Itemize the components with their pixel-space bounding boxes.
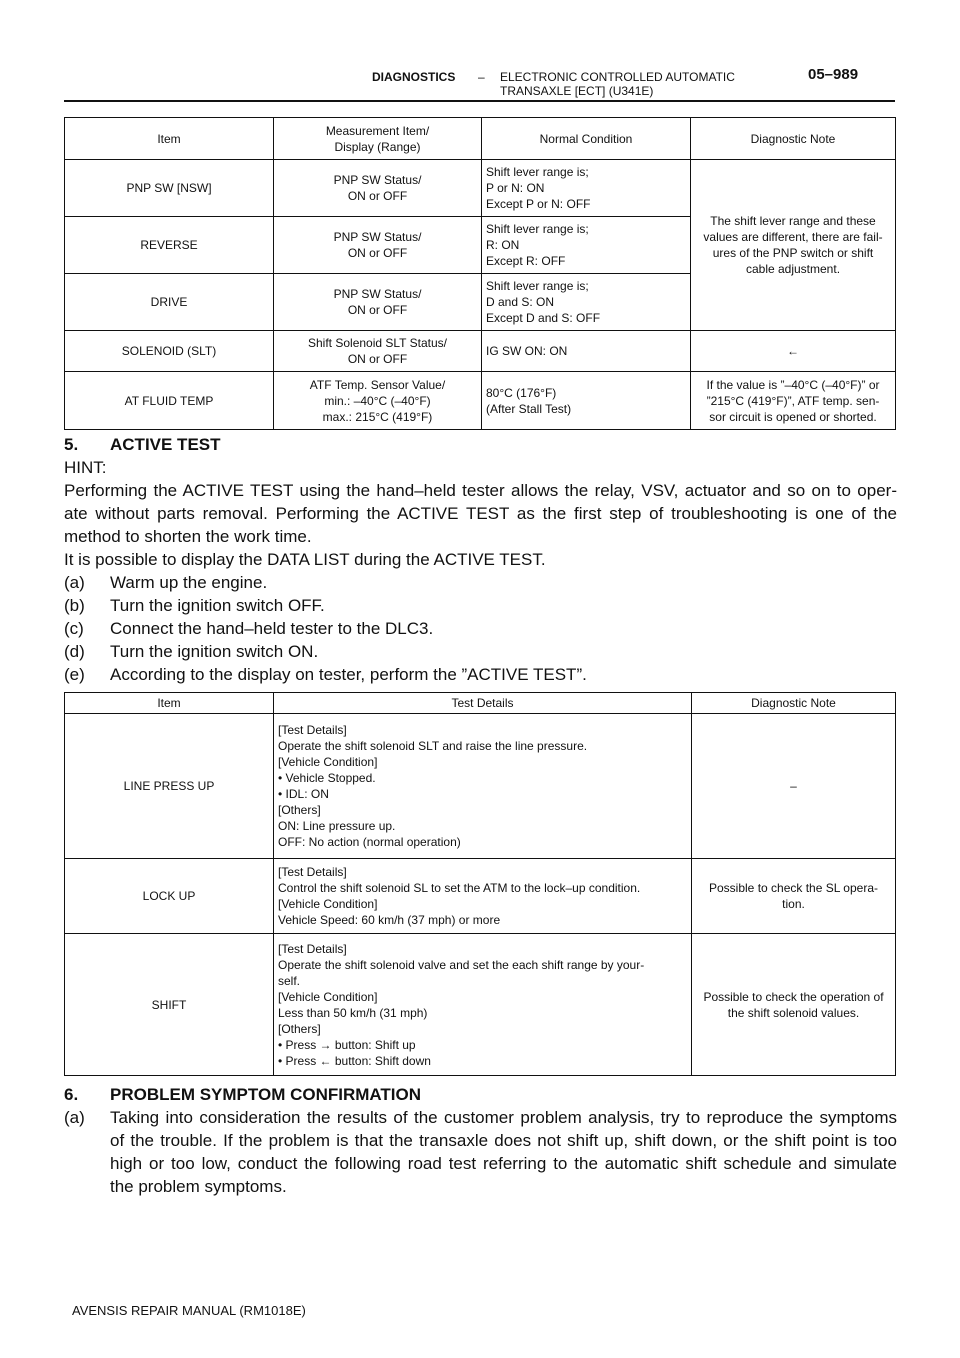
section5-line3: method to shorten the work time. [64, 527, 312, 546]
table-row: REVERSE PNP SW Status/ ON or OFF Shift lever range is; R: ON Except R: OFF [65, 217, 896, 274]
section6-line1: Taking into consideration the results of the customer problem analysis, try to reproduce the symptoms [110, 1108, 897, 1127]
merged-diagnostic-note: The shift lever range and these values are different, there are fail- ures of the PNP switch or shift cable adjustment. [691, 160, 896, 331]
section5-line4: It is possible to display the DATA LIST during the ACTIVE TEST. [64, 550, 546, 569]
section6-line3: high or too low, conduct the following road test referring to the automatic shift schedule and simulate [110, 1154, 897, 1173]
table-row: SHIFT [Test Details] Operate the shift solenoid valve and set the each shift range by your- self. [Vehicle Condition] Less than 50 km/h (31 mph) [Others] • Press → button: Shift up • Press ← button: Shift down Possible to check the operation of the shift solenoid values. [65, 934, 896, 1076]
table-header-row [65, 118, 896, 160]
header-measurement: Measurement Item/ Display (Range) [274, 118, 482, 160]
table-header-row [65, 693, 896, 714]
header-title-line2: TRANSAXLE [ECT] (U341E) [500, 84, 654, 98]
header-item: Item [65, 693, 274, 714]
table-row: AT FLUID TEMP ATF Temp. Sensor Value/ min.: –40°C (–40°F) max.: 215°C (419°F) 80°C (176°F) (After Stall Test) If the value is ”–40°C (–40°F)” or ”215°C (419°F)”, ATF temp. sen- sor circuit is opened or shorted. [65, 372, 896, 430]
section6-label: (a) [64, 1108, 85, 1127]
table-row: LINE PRESS UP [Test Details] Operate the shift solenoid SLT and raise the line pressure. [Vehicle Condition] • Vehicle Stopped. • IDL: ON [Others] ON: Line pressure up. OFF: No action (normal operation) – [65, 714, 896, 859]
header-rule [64, 100, 895, 102]
section6-heading: 6. PROBLEM SYMPTOM CONFIRMATION [64, 1085, 422, 1104]
step-a: (a) Warm up the engine. [64, 573, 268, 592]
step-c: (c) Connect the hand–held tester to the DLC3. [64, 619, 434, 638]
header-dash: – [478, 70, 485, 84]
left-arrow-icon: ← [691, 331, 896, 372]
header-diagnostic-note: Diagnostic Note [691, 118, 896, 160]
step-d: (d) Turn the ignition switch ON. [64, 642, 319, 661]
section5-heading: 5. ACTIVE TEST [64, 435, 221, 454]
section5-line1: Performing the ACTIVE TEST using the hand–held tester allows the relay, VSV, actuator and so on to oper- [64, 481, 897, 500]
step-b: (b) Turn the ignition switch OFF. [64, 596, 325, 615]
hint-label: HINT: [64, 458, 107, 477]
table-row: DRIVE PNP SW Status/ ON or OFF Shift lever range is; D and S: ON Except D and S: OFF [65, 274, 896, 331]
header-title-line1: ELECTRONIC CONTROLLED AUTOMATIC [500, 70, 735, 84]
table-row: LOCK UP [Test Details] Control the shift solenoid SL to set the ATM to the lock–up condition. [Vehicle Condition] Vehicle Speed: 60 km/h (37 mph) or more Possible to check the SL opera- tion. [65, 859, 896, 934]
header-section: DIAGNOSTICS [372, 70, 456, 84]
table-row: SOLENOID (SLT) Shift Solenoid SLT Status/ ON or OFF IG SW ON: ON ← [65, 331, 896, 372]
data-list-table [64, 117, 896, 430]
header-test-details: Test Details [274, 693, 692, 714]
footer: AVENSIS REPAIR MANUAL (RM1018E) [72, 1303, 306, 1318]
section6-line2: of the trouble. If the problem is that the transaxle does not shift up, shift down, or the shift point is too [110, 1131, 897, 1150]
header-normal-condition: Normal Condition [482, 118, 691, 160]
section6-line4: the problem symptoms. [110, 1177, 287, 1196]
header-item: Item [65, 118, 274, 160]
active-test-table [64, 692, 896, 1076]
table-row: PNP SW [NSW] PNP SW Status/ ON or OFF Shift lever range is; P or N: ON Except P or N: OFF The shift lever range and these values are different, there are fail- ures of the PNP switch or shift cable adjustment. [65, 160, 896, 217]
header-diagnostic-note: Diagnostic Note [692, 693, 896, 714]
page-number: 05–989 [808, 66, 859, 83]
step-e: (e) According to the display on tester, perform the ”ACTIVE TEST”. [64, 665, 587, 684]
section5-line2: ate without parts removal. Performing the ACTIVE TEST as the first step of troubleshooting is one of the [64, 504, 897, 523]
